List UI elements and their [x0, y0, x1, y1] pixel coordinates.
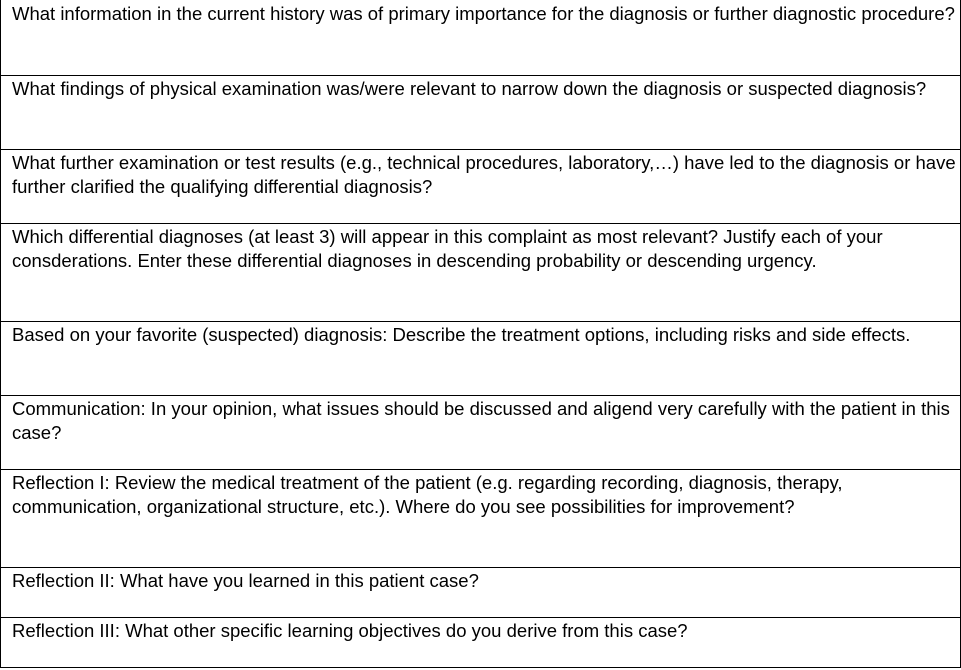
question-cell[interactable]: What information in the current history was of primary importance for the diagnosis or further diagnostic procedure? [1, 0, 961, 75]
question-cell[interactable]: What findings of physical examination was/were relevant to narrow down the diagnosis or suspected diagnosis? [1, 75, 961, 149]
question-cell[interactable]: Communication: In your opinion, what issues should be discussed and aligend very carefully with the patient in this case? [1, 395, 961, 469]
question-cell[interactable]: Reflection III: What other specific learning objectives do you derive from this case? [1, 617, 961, 667]
table-row [1, 75, 961, 149]
question-cell[interactable]: Reflection I: Review the medical treatment of the patient (e.g. regarding recording, diagnosis, therapy, communication, organizational structure, etc.). Where do you see possibilities for improvement? [1, 469, 961, 567]
question-cell[interactable]: Reflection II: What have you learned in this patient case? [1, 567, 961, 617]
table-row [1, 321, 961, 395]
table-row [1, 0, 961, 75]
question-cell[interactable]: Which differential diagnoses (at least 3) will appear in this complaint as most relevant? Justify each of your consderations. Enter these differential diagnoses in descending probability or descending urgency. [1, 223, 961, 321]
table-row [1, 567, 961, 617]
table-row [1, 617, 961, 667]
question-cell[interactable]: Based on your favorite (suspected) diagnosis: Describe the treatment options, including risks and side effects. [1, 321, 961, 395]
table-row [1, 223, 961, 321]
question-cell[interactable]: What further examination or test results (e.g., technical procedures, laboratory,…) have led to the diagnosis or have further clarified the qualifying differential diagnosis? [1, 149, 961, 223]
table-row [1, 149, 961, 223]
table-row [1, 469, 961, 567]
table-row [1, 395, 961, 469]
